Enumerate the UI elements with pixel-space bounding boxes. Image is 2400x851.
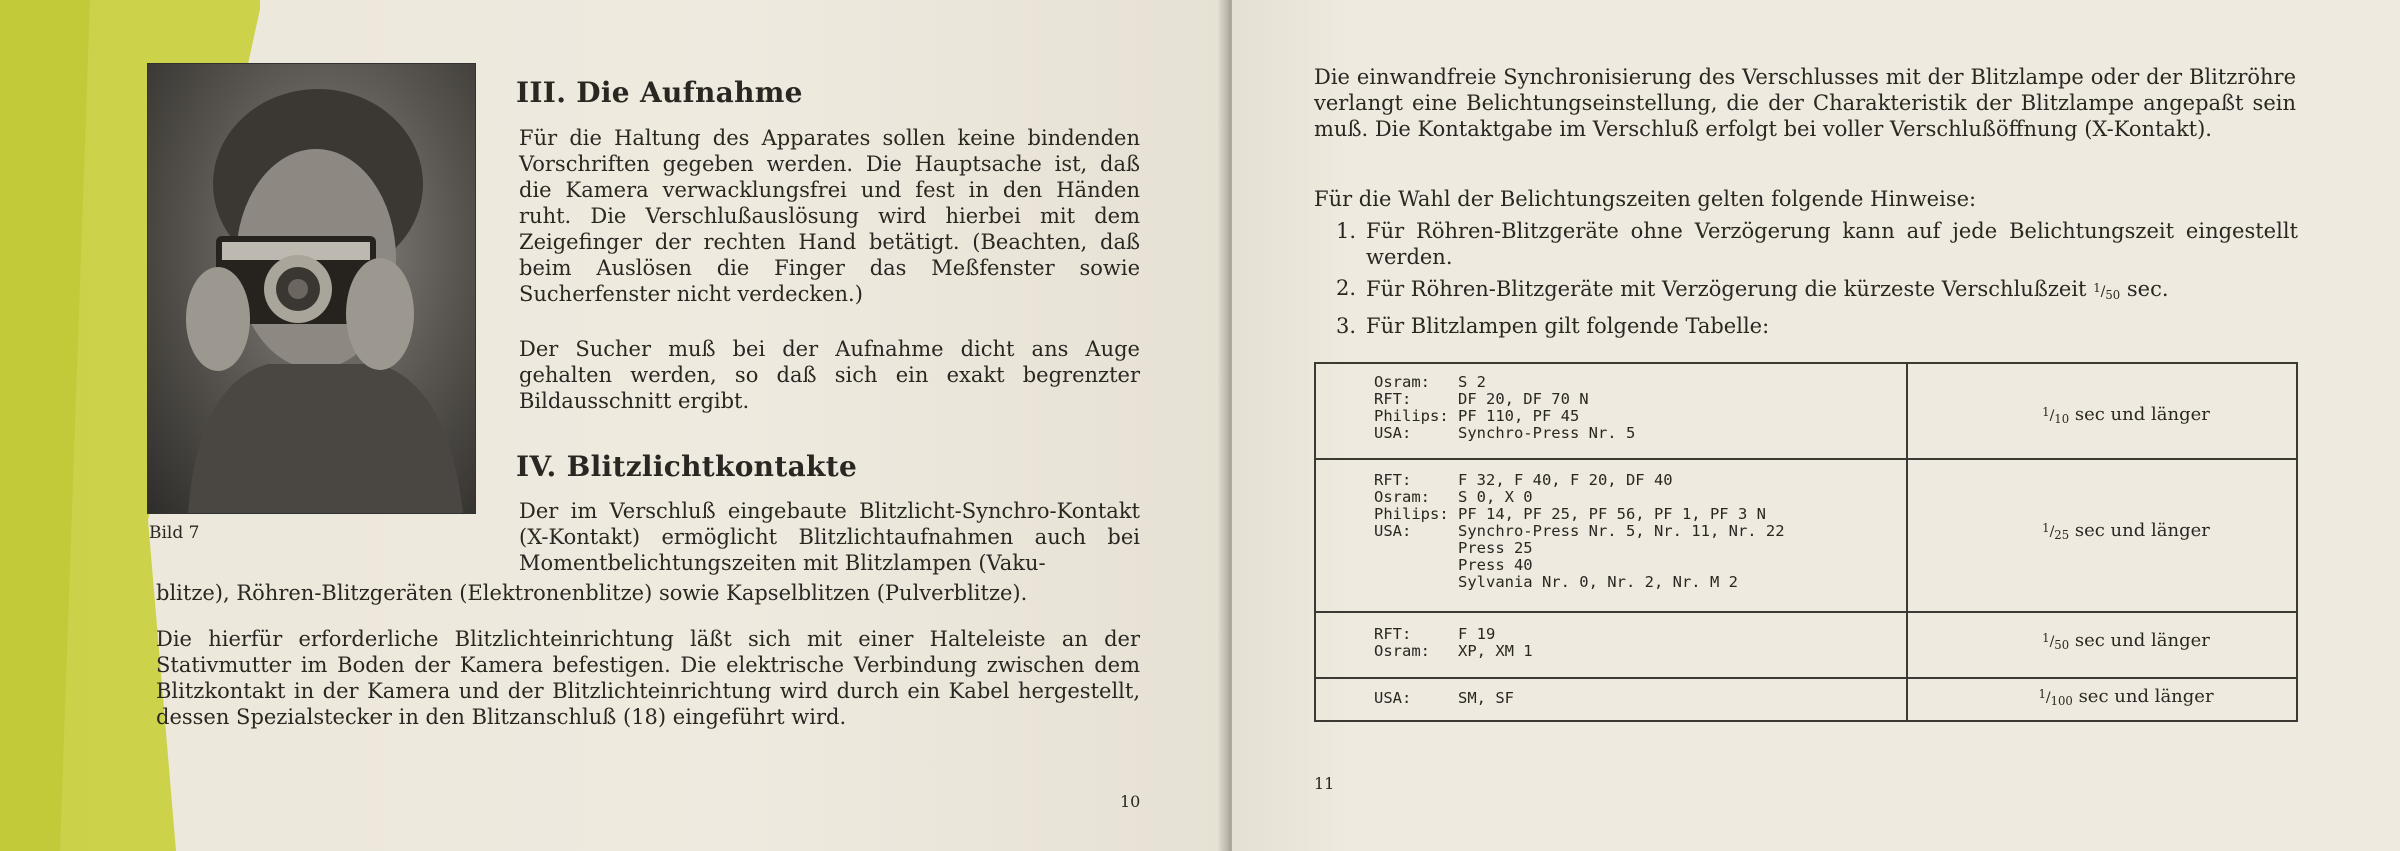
time-suffix: sec und länger: [2078, 686, 2214, 707]
lamp-line: Osram: S 2: [1374, 373, 1486, 391]
time-suffix: sec und länger: [2074, 404, 2210, 425]
lamp-line: USA: Synchro-Press Nr. 5, Nr. 11, Nr. 22: [1374, 522, 1785, 540]
lamp-line: RFT: DF 20, DF 70 N: [1374, 390, 1589, 408]
lamp-line: Osram: S 0, X 0: [1374, 488, 1533, 506]
list-text-part: Für Röhren-Blitzgeräte mit Verzögerung die kürzeste Verschlußzeit: [1366, 277, 2087, 301]
list-text: Für Röhren-Blitzgeräte ohne Verzögerung kann auf jede Belichtungszeit eingestellt werden.: [1366, 219, 2298, 269]
paragraph-sucher: [519, 336, 1140, 414]
table-cell-lamps: [1374, 374, 1635, 442]
figure-caption: Bild 7: [149, 523, 200, 543]
paragraph-hinweise-intro: Für die Wahl der Belichtungszeiten gelten folgende Hinweise:: [1314, 187, 1977, 211]
photo-woman-with-camera: [147, 63, 476, 514]
paragraph-blitzeinrichtung: [156, 626, 1140, 730]
lamp-line: Sylvania Nr. 0, Nr. 2, Nr. M 2: [1374, 573, 1738, 591]
heading-die-aufnahme: III. Die Aufnahme: [516, 76, 803, 109]
lamp-line: Philips: PF 110, PF 45: [1374, 407, 1580, 425]
lamp-line: RFT: F 32, F 40, F 20, DF 40: [1374, 471, 1673, 489]
fraction-denominator: 50: [2054, 638, 2070, 652]
list-number: 3.: [1336, 314, 1357, 338]
paragraph-synchronisierung: Die einwandfreie Synchronisierung des Verschlusses mit der Blitzlampe oder der Blitzröhre verlangt eine Belichtungseinstellung, die der Charakteristik der Blitzlampe angepaßt sein muß. Die Kontaktgabe im Verschluß erfolgt bei voller Verschlußöffnung (X-Kontakt).: [1314, 65, 2296, 141]
lamp-line: USA: Synchro-Press Nr. 5: [1374, 424, 1636, 442]
table-cell-time: [1976, 630, 2276, 652]
paragraph-text: Der im Verschluß eingebaute Blitzlicht-Synchro-Kontakt (X-Kontakt) ermöglicht Blitzlichtaufnahmen auch bei Momentbelichtungszeiten mit Blitzlampen (Vaku-: [519, 499, 1140, 575]
page-number-right: 11: [1314, 774, 1335, 793]
heading-blitzlichtkontakte: IV. Blitzlichtkontakte: [516, 450, 858, 483]
list-item: [1336, 275, 2298, 308]
table-cell-time: [1976, 404, 2276, 426]
time-suffix: sec und länger: [2074, 520, 2210, 541]
table-cell-time: [1976, 520, 2276, 542]
table-row-divider: [1316, 611, 2296, 613]
paragraph-text: Der Sucher muß bei der Aufnahme dicht ans Auge gehalten werden, so daß sich ein exakt begrenzter Bildausschnitt ergibt.: [519, 337, 1140, 413]
fraction-denominator: 25: [2054, 528, 2070, 542]
fraction: $^1/_{50}$: [2042, 631, 2070, 652]
fraction: $^1/_{10}$: [2042, 405, 2070, 426]
fraction: $^1/_{50}$: [2093, 281, 2121, 302]
fraction-numerator: 1: [2042, 521, 2050, 535]
page-number-left: 10: [1120, 792, 1141, 811]
paragraph-text: Die hierfür erforderliche Blitzlichteinrichtung läßt sich mit einer Halteleiste an der Stativmutter im Boden der Kamera befestigen. Die elektrische Verbindung zwischen dem Blitzkontakt in der Kamera und der Blitzlichteinrichtung wird durch ein Kabel hergestellt, dessen Spezialstecker in den Blitzanschluß (18) eingeführt wird.: [156, 627, 1140, 729]
fraction-denominator: 10: [2054, 412, 2070, 426]
list-text: Für Blitzlampen gilt folgende Tabelle:: [1366, 314, 1770, 338]
lamp-line: Philips: PF 14, PF 25, PF 56, PF 1, PF 3 N: [1374, 505, 1766, 523]
table-cell-lamps: [1374, 472, 1785, 591]
fraction-denominator: 100: [2050, 694, 2073, 708]
list-item: [1336, 218, 2298, 270]
fraction: $^1/_{100}$: [2038, 687, 2073, 708]
lamp-line: Osram: XP, XM 1: [1374, 642, 1533, 660]
paragraph-blitz-continued: [156, 580, 1140, 606]
lamp-line: RFT: F 19: [1374, 625, 1496, 643]
list-text: [1366, 275, 2298, 308]
fraction: $^1/_{25}$: [2042, 521, 2070, 542]
paragraph-blitz-intro: [519, 498, 1140, 576]
blitzlampen-table: [1314, 362, 2298, 722]
table-row-divider: [1316, 458, 2296, 460]
fraction-denominator: 50: [2105, 288, 2121, 302]
fraction-numerator: 1: [2038, 687, 2046, 701]
list-number: 1.: [1336, 219, 1357, 243]
paragraph-text: blitze), Röhren-Blitzgeräten (Elektronenblitze) sowie Kapselblitzen (Pulverblitze).: [156, 581, 1028, 605]
fraction-numerator: 1: [2042, 405, 2050, 419]
table-cell-lamps: [1374, 690, 1514, 707]
time-suffix: sec und länger: [2074, 630, 2210, 651]
table-cell-time: [1976, 686, 2276, 708]
fraction-numerator: 1: [2093, 281, 2101, 295]
fraction-numerator: 1: [2042, 631, 2050, 645]
paragraph-text: Für die Haltung des Apparates sollen keine bindenden Vorschriften gegeben werden. Die Hauptsache ist, daß die Kamera verwacklungsfrei und fest in den Händen ruht. Die Verschlußauslösung wird hierbei mit dem Zeigefinger der rechten Hand betätigt. (Beachten, daß beim Auslösen die Finger das Meßfenster sowie Sucherfenster nicht verdecken.): [519, 126, 1140, 306]
hinweise-list: [1336, 218, 2298, 344]
lamp-line: Press 40: [1374, 556, 1533, 574]
table-row-divider: [1316, 677, 2296, 679]
lamp-line: Press 25: [1374, 539, 1533, 557]
table-column-divider: [1906, 364, 1908, 720]
lamp-line: USA: SM, SF: [1374, 689, 1514, 707]
paragraph-haltung: [519, 125, 1140, 307]
list-text-part: sec.: [2126, 277, 2169, 301]
table-cell-lamps: [1374, 626, 1533, 660]
list-number: 2.: [1336, 276, 1357, 300]
list-item: [1336, 313, 2298, 339]
